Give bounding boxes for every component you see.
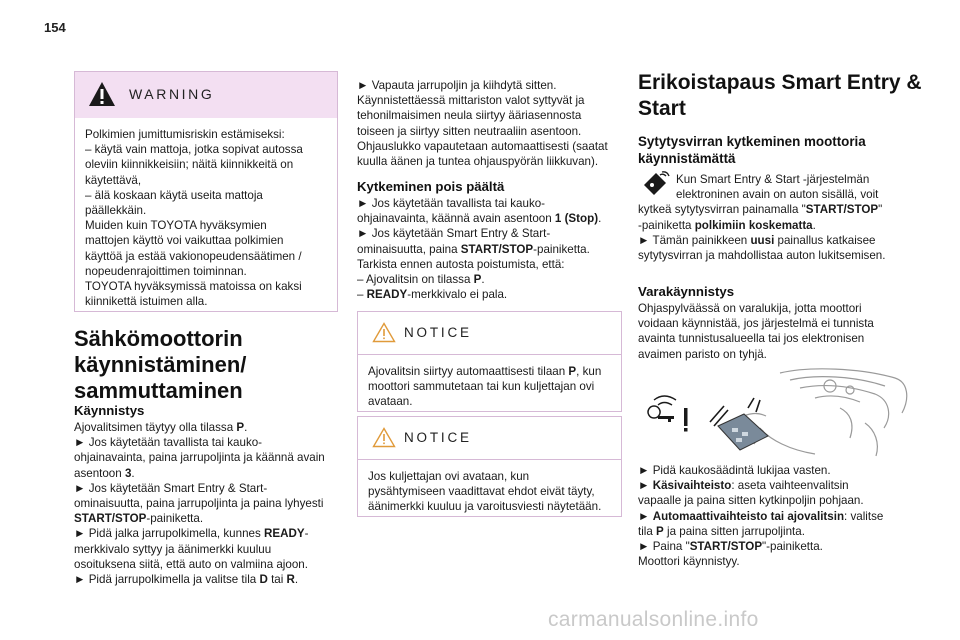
watermark: carmanualsonline.info — [548, 608, 759, 631]
paragraph: avainta tunnistusalueella tai jos elektronisen — [638, 332, 865, 346]
ignition-text — [638, 172, 928, 263]
paragraph: pysähtymiseen vaadittavat ehdot eivät täyty, — [368, 485, 595, 499]
paragraph — [638, 233, 928, 248]
text: asentoon — [74, 466, 125, 480]
text: ► Pidä jarrupolkimella ja valitse tila — [74, 573, 260, 587]
text: " — [878, 203, 883, 217]
text: Ajovalitsin siirtyy automaattisesti tilaan — [368, 365, 569, 378]
paragraph: elektroninen avain on auton sisällä, voit — [676, 188, 879, 202]
paragraph — [638, 478, 928, 493]
continue-text — [357, 78, 622, 169]
paragraph: Käynnistettäessä mittariston valot syttyvät ja — [357, 94, 585, 108]
text: -painiketta. — [533, 242, 590, 256]
paragraph — [638, 202, 928, 217]
paragraph: ► Pidä kaukosäädintä lukijaa vasten. — [638, 464, 831, 477]
text-bold: P — [568, 365, 577, 378]
warning-line: Polkimien jumittumisriskin estämiseksi: — [85, 128, 285, 141]
text-bold: Käsivaihteisto — [652, 479, 732, 493]
text: - — [304, 527, 309, 541]
text: "-painiketta. — [762, 540, 823, 554]
paragraph: äänimerkki kuuluu ja varoitusviesti näytetään. — [368, 500, 602, 514]
subheading-starting: Käynnistys — [74, 403, 145, 418]
paragraph — [368, 364, 611, 379]
text: Ajovalitsimen täytyy olla tilassa — [74, 421, 237, 434]
text-bold: READY — [263, 527, 305, 541]
text-bold: Automaattivaihteisto tai ajovalitsin — [652, 509, 845, 523]
paragraph — [74, 526, 344, 541]
warning-line: – älä koskaan käytä useita mattoja — [85, 188, 263, 202]
paragraph — [357, 272, 622, 287]
text-bold: START/STOP — [805, 203, 879, 217]
warning-box — [74, 71, 338, 312]
text: . — [294, 573, 299, 587]
paragraph — [638, 509, 928, 524]
text-bold: 3 — [124, 466, 132, 480]
warning-line: oleviin kiinnikkeisiin; näitä kiinnikkeitä on — [85, 158, 294, 172]
notice-header — [358, 312, 621, 355]
warning-line: päällekkäin. — [85, 204, 147, 218]
text: -merkkivalo ei pala. — [407, 288, 508, 302]
text: -painiketta. — [146, 512, 204, 526]
heading-line: Sähkömoottorin — [74, 326, 243, 351]
notice-box-2 — [357, 416, 622, 517]
paragraph: ominaisuutta, paina jarrupoljinta ja paina lyhyesti — [74, 497, 324, 511]
warning-line: TOYOTA hyväksymissä matoissa on kaksi — [85, 280, 302, 294]
subheading-ignition — [638, 133, 928, 167]
heading-line: sammuttaminen — [74, 378, 243, 403]
text-bold: R — [286, 573, 295, 587]
text: ► — [638, 479, 653, 493]
notice-label: NOTICE — [404, 325, 472, 340]
text: ► Tämän painikkeen — [638, 233, 751, 247]
text-bold: P — [473, 273, 482, 287]
paragraph: Ohjaspylväässä on varalukija, jotta moottori — [638, 302, 862, 315]
paragraph: Jos kuljettajan ovi avataan, kun — [368, 470, 530, 483]
paragraph — [357, 211, 622, 226]
notice-body — [358, 460, 621, 524]
paragraph: ► Jos käytetään Smart Entry & Start- — [357, 227, 551, 241]
section-heading-special-case — [638, 70, 928, 122]
text: : valitse — [844, 509, 884, 523]
text: painallus katkaisee — [774, 233, 876, 247]
paragraph — [74, 466, 344, 481]
paragraph — [357, 242, 622, 257]
subheading-line: Sytytysvirran kytkeminen moottoria — [638, 134, 866, 149]
paragraph — [638, 524, 928, 539]
paragraph: Moottori käynnistyy. — [638, 555, 740, 569]
paragraph: ► Jos käytetään tavallista tai kauko- — [74, 436, 263, 450]
heading-line: Start — [638, 97, 686, 120]
text-bold: 1 (Stop) — [554, 212, 599, 226]
subheading-switching-off: Kytkeminen pois päältä — [357, 179, 505, 194]
text: . — [244, 421, 248, 434]
warning-line: käytettävä, — [85, 173, 142, 187]
paragraph: avaimen paristo on tyhjä. — [638, 347, 767, 361]
warning-line: kiinnikettä istuimen alla. — [85, 295, 208, 309]
text: ► Pidä jalka jarrupolkimella, kunnes — [74, 527, 264, 541]
paragraph — [638, 218, 928, 233]
paragraph: ohjainavainta, paina jarrupoljinta ja käännä avain — [74, 451, 325, 465]
paragraph: kuulla äänen ja tuntea ohjauspyörän liikkuvan). — [357, 155, 599, 169]
text: ► Paina " — [638, 540, 690, 554]
paragraph: ► Jos käytetään tavallista tai kauko- — [357, 197, 546, 210]
section-heading-start-stop — [74, 326, 344, 404]
text-bold: READY — [366, 288, 408, 302]
paragraph — [74, 572, 344, 587]
text: ► — [638, 509, 653, 523]
paragraph: avataan. — [368, 395, 413, 409]
backup-start-text — [638, 301, 928, 362]
backup-reader-illustration — [640, 368, 910, 458]
paragraph — [74, 511, 344, 526]
notice-header — [358, 417, 621, 460]
text: . — [598, 212, 602, 226]
paragraph: toiseen ja siirtyy sitten neutraaliin asentoon. — [357, 124, 582, 138]
text-bold: polkimiin koskematta — [694, 218, 813, 232]
text-bold: P — [236, 421, 245, 434]
paragraph: voidaan käynnistää, jos järjestelmä ei tunnista — [638, 317, 874, 331]
subheading-line: käynnistämättä — [638, 151, 736, 166]
text: , kun — [576, 365, 602, 378]
text: : aseta vaihteenvalitsin — [731, 479, 849, 493]
text: ominaisuutta, paina — [357, 242, 461, 256]
paragraph: Kun Smart Entry & Start -järjestelmän — [676, 173, 870, 186]
paragraph: tehonilmaisimen neula siirtyy ääriasennosta — [357, 109, 582, 123]
notice-label: NOTICE — [404, 430, 472, 445]
warning-line: mattojen käyttö voi vaikuttaa polkimien — [85, 234, 284, 248]
warning-label: WARNING — [129, 86, 215, 102]
switching-off-text — [357, 196, 622, 302]
subheading-backup-start: Varakäynnistys — [638, 284, 735, 299]
paragraph: moottori sammutetaan tai kun kuljettajan ovi — [368, 380, 595, 394]
paragraph — [357, 287, 622, 302]
steering-column-drawing — [640, 368, 910, 458]
text: -painiketta — [638, 218, 695, 232]
notice-triangle-icon — [372, 322, 396, 348]
backup-start-steps — [638, 463, 928, 569]
paragraph: Ohjauslukko vapautetaan automaattisesti (saatat — [357, 139, 608, 153]
text-bold: START/STOP — [74, 512, 147, 526]
heading-line: käynnistäminen/ — [74, 352, 247, 377]
text: . — [812, 218, 816, 232]
paragraph: ► Vapauta jarrupoljin ja kiihdytä sitten. — [357, 79, 557, 92]
paragraph: sytytysvirran ja mahdollistaa auton lukitsemisen. — [638, 249, 886, 263]
text-bold: uusi — [750, 233, 775, 247]
paragraph: ► Jos käytetään Smart Entry & Start- — [74, 481, 268, 495]
paragraph: Tarkista ennen autosta poistumista, että: — [357, 257, 565, 271]
text: . — [131, 466, 135, 480]
text: kytkeä sytytysvirran painamalla " — [638, 203, 806, 217]
text: – — [357, 288, 367, 302]
text: ja paina sitten jarrupoljinta. — [663, 524, 805, 538]
text-bold: P — [656, 524, 664, 538]
paragraph: merkkivalo syttyy ja äänimerkki kuuluu — [74, 542, 272, 556]
warning-line: Muiden kuin TOYOTA hyväksymien — [85, 219, 267, 233]
warning-line: käyttöä ja estää vakionopeudensäätimen / — [85, 249, 302, 263]
paragraph — [74, 420, 344, 435]
paragraph: vapaalle ja paina sitten kytkinpoljin pohjaan. — [638, 494, 864, 508]
text: tai — [267, 573, 287, 587]
text-bold: D — [259, 573, 268, 587]
text: – Ajovalitsin on tilassa — [357, 273, 474, 287]
page-number: 154 — [44, 20, 66, 35]
notice-triangle-icon — [372, 427, 396, 453]
warning-line: nopeudenrajoittimen toiminnan. — [85, 264, 247, 278]
warning-line: – käytä vain mattoja, jotka sopivat autossa — [85, 143, 303, 157]
warning-body — [75, 118, 337, 318]
notice-body — [358, 355, 621, 419]
paragraph — [638, 539, 928, 554]
text: ohjainavainta, käännä avain asentoon — [357, 212, 555, 226]
heading-line: Erikoistapaus Smart Entry & — [638, 71, 922, 94]
notice-box-1 — [357, 311, 622, 412]
text: tila — [638, 524, 657, 538]
text-bold: START/STOP — [460, 242, 534, 256]
warning-triangle-icon — [87, 80, 117, 113]
text: . — [481, 273, 485, 287]
warning-header — [75, 72, 337, 118]
text-bold: START/STOP — [689, 540, 763, 554]
paragraph: osoituksena siitä, että auto on valmiina ajoon. — [74, 557, 308, 571]
starting-text — [74, 420, 344, 587]
